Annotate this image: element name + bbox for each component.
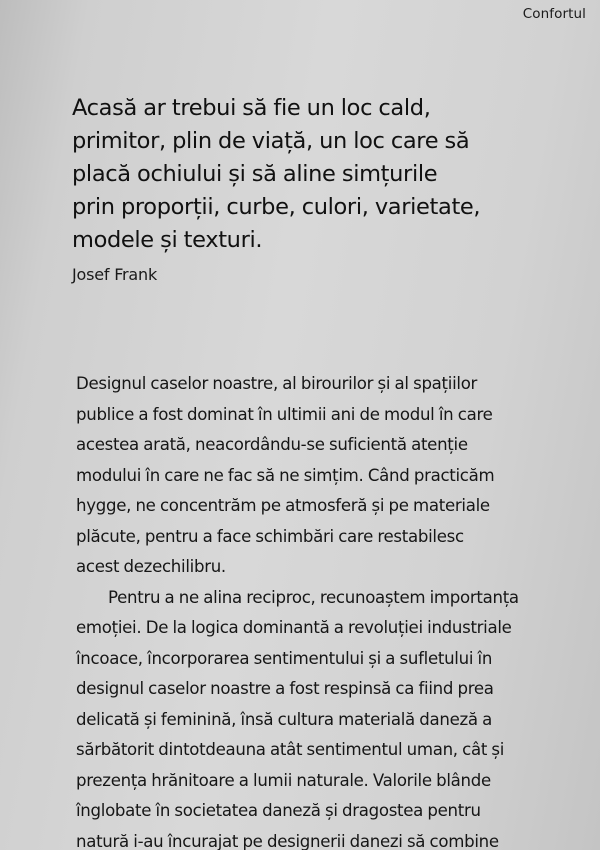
epigraph-quote — [72, 92, 572, 284]
text-line: designul caselor noastre a fost respinsă ca fiind prea — [76, 679, 494, 698]
text-line: modului în care ne fac să ne simțim. Când practicăm — [76, 465, 495, 485]
quote-line: primitor, plin de viață, un loc care să — [72, 128, 470, 154]
quote-text — [72, 92, 572, 257]
text-line: Designul caselor noastre, al birourilor și al spațiilor — [76, 374, 478, 393]
text-line: emoției. De la logica dominantă a revoluției industriale — [76, 618, 512, 637]
paragraph-2 — [76, 583, 586, 850]
text-line: sărbătorit dintotdeauna atât sentimentul uman, cât și — [76, 740, 505, 759]
text-line: plăcute, pentru a face schimbări care restabilesc — [76, 526, 464, 546]
text-line: acestea arată, neacordându-se suficientă atenție — [76, 435, 468, 454]
text-line: natură i-au încurajat pe designerii danezi să combine — [76, 831, 499, 850]
quote-author: Josef Frank — [72, 265, 158, 284]
text-line: înglobate în societatea daneză și dragostea pentru — [76, 801, 481, 820]
text-line: Pentru a ne alina reciproc, recunoaștem importanța — [108, 587, 519, 607]
body-text — [76, 369, 586, 850]
text-line: acest dezechilibru. — [76, 557, 226, 576]
quote-line: Acasă ar trebui să fie un loc cald, — [72, 95, 431, 121]
quote-line: prin proporții, curbe, culori, varietate, — [72, 194, 481, 220]
running-head: Confortul — [522, 6, 586, 22]
text-line: încoace, încorporarea sentimentului și a sufletului în — [76, 648, 493, 668]
paragraph-1 — [76, 369, 586, 583]
quote-line: placă ochiului și să aline simțurile — [72, 161, 438, 187]
quote-line: modele și texturi. — [72, 227, 263, 253]
text-line: delicată și feminină, însă cultura materială daneză a — [76, 709, 493, 729]
text-line: hygge, ne concentrăm pe atmosferă și pe materiale — [76, 496, 490, 515]
text-line: publice a fost dominat în ultimii ani de modul în care — [76, 404, 493, 424]
text-line: prezența hrănitoare a lumii naturale. Valorile blânde — [76, 770, 491, 790]
